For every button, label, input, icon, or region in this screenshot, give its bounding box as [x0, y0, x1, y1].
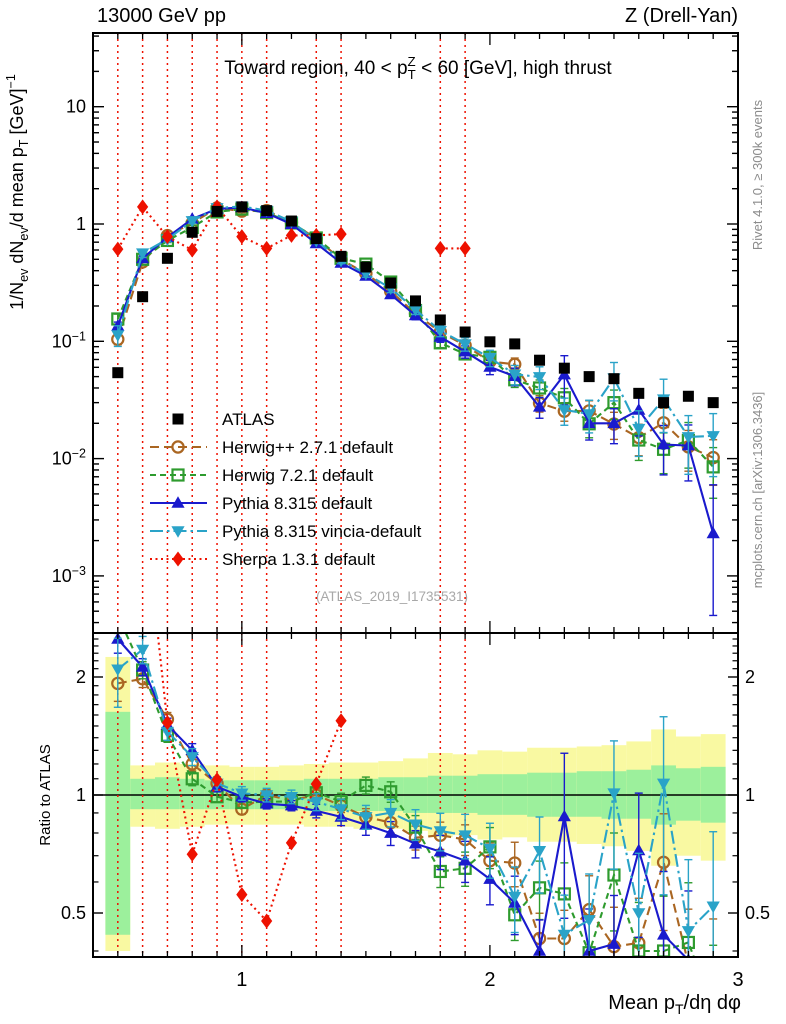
series-sherpa-1-3-1-default-marker — [460, 241, 471, 256]
series-sherpa-1-3-1-default-marker — [236, 229, 247, 244]
series-atlas-marker — [683, 391, 694, 402]
series-pythia-8-315-vincia-default-marker — [632, 908, 645, 920]
series-herwig-2-7-1-default-marker — [683, 958, 694, 969]
series-atlas-marker — [236, 201, 247, 212]
legend-item-pythia-8-315-vincia-default — [150, 522, 422, 541]
legend-item-herwig-7-2-1-default-label: Herwig 7.2.1 default — [222, 466, 374, 485]
legend-item-sherpa-1-3-1-default-marker — [172, 552, 183, 567]
series-atlas-marker — [708, 397, 719, 408]
legend-item-herwig-2-7-1-default — [150, 438, 393, 457]
ratio-panel-series — [111, 279, 720, 1024]
series-sherpa-1-3-1-default-marker — [187, 847, 198, 862]
uncertainty-band-green — [155, 777, 180, 809]
series-atlas-marker — [584, 371, 595, 382]
series-atlas-marker — [360, 261, 371, 272]
main-y-axis-label: $1/N_{ev}$ $dN_{ev}/d$ mean $p_T$ [GeV]$^{-1}$ — [4, 74, 31, 310]
series-atlas-marker — [385, 278, 396, 289]
series-sherpa-1-3-1-default — [112, 199, 713, 257]
series-sherpa-1-3-1-default-marker — [286, 228, 297, 243]
series-atlas-marker — [509, 338, 520, 349]
process-label: Z (Drell-Yan) — [625, 5, 738, 27]
panel-title: Toward region, $40 < p^Z$ T < 60 [GeV], high thrust — [224, 54, 612, 82]
series-atlas-marker — [460, 327, 471, 338]
ratio-y-tick-label-right: 1 — [745, 785, 756, 805]
series-atlas-marker — [658, 397, 669, 408]
series-sherpa-1-3-1-default-marker — [435, 241, 446, 256]
series-atlas-marker — [608, 373, 619, 384]
series-sherpa-1-3-1-default-marker — [236, 887, 247, 902]
uncertainty-band-green — [105, 712, 130, 935]
series-sherpa-1-3-1-default-marker — [261, 241, 272, 256]
series-atlas-marker — [484, 336, 495, 347]
legend-item-atlas — [173, 410, 275, 429]
legend-item-herwig-7-2-1-default — [150, 466, 373, 485]
series-sherpa-1-3-1-default-marker — [335, 227, 346, 242]
series-atlas-marker — [534, 355, 545, 366]
x-axis-tick-label: 1 — [236, 969, 248, 991]
main-panel-frame — [93, 33, 738, 633]
series-pythia-8-315-default-marker — [657, 928, 670, 940]
y-axis-tick-label: $10^{-2}$ — [51, 446, 86, 469]
rivet-version-note: Rivet 4.1.0, ≥ 300k events — [750, 99, 765, 251]
series-atlas-marker — [435, 314, 446, 325]
series-herwig-7-2-1-default — [112, 204, 718, 499]
series-pythia-8-315-default-line — [118, 207, 713, 533]
series-atlas-marker — [633, 388, 644, 399]
ratio-y-axis-label: Ratio to ATLAS — [37, 744, 54, 846]
legend-item-sherpa-1-3-1-default — [150, 550, 375, 569]
legend-item-atlas-marker — [173, 414, 184, 425]
series-sherpa-1-3-1-default-marker — [286, 835, 297, 850]
series-atlas-marker — [137, 291, 148, 302]
series-pythia-8-315-vincia-default-line — [118, 206, 713, 437]
series-pythia-8-315-vincia-default-marker — [533, 846, 546, 858]
series-atlas-marker — [261, 205, 272, 216]
generated-chart-content — [4, 33, 770, 1024]
series-atlas-marker — [311, 233, 322, 244]
main-panel-series — [111, 33, 720, 633]
x-axis-tick-label: 3 — [732, 969, 744, 991]
series-atlas-marker — [187, 227, 198, 238]
series-atlas-marker — [559, 363, 570, 374]
legend-item-pythia-8-315-vincia-default-label: Pythia 8.315 vincia-default — [222, 522, 422, 541]
series-atlas-marker — [112, 367, 123, 378]
legend-item-pythia-8-315-default — [150, 494, 373, 513]
ratio-uncertainty-bands — [105, 657, 725, 951]
ratio-y-tick-label-left: 0.5 — [60, 903, 86, 924]
series-pythia-8-315-vincia-default-marker — [136, 645, 149, 657]
series-sherpa-1-3-1-default-marker — [335, 713, 346, 728]
y-axis-tick-label: 10 — [65, 96, 86, 117]
series-herwig-7-2-1-default-line — [118, 209, 713, 467]
series-atlas-marker — [286, 216, 297, 227]
legend-item-pythia-8-315-default-label: Pythia 8.315 default — [222, 494, 373, 513]
series-atlas-marker — [336, 251, 347, 262]
uncertainty-band-green — [577, 771, 602, 817]
ratio-y-tick-label-left: 2 — [75, 666, 86, 687]
x-axis-label: Mean $p_T/d\eta$ dφ — [608, 992, 741, 1017]
series-herwig-2-7-1-default — [112, 202, 719, 485]
x-axis-tick-label: 2 — [484, 969, 496, 991]
series-pythia-8-315-vincia-default — [111, 202, 720, 477]
series-atlas-marker — [212, 206, 223, 217]
series-pythia-8-315-default-marker — [707, 527, 720, 539]
legend-item-sherpa-1-3-1-default-label: Sherpa 1.3.1 default — [222, 550, 376, 569]
y-axis-tick-label: 1 — [75, 214, 86, 234]
mcplots-arxiv-note: mcplots.cern.ch [arXiv:1306.3436] — [750, 391, 765, 589]
ratio-y-tick-label-left: 1 — [75, 785, 86, 805]
series-herwig-2-7-1-default-marker — [708, 973, 719, 984]
beam-energy-label: 13000 GeV pp — [97, 5, 226, 27]
ratio-y-tick-label-right: 0.5 — [745, 903, 771, 924]
y-axis-tick-label: $10^{-1}$ — [51, 329, 86, 352]
legend-item-herwig-2-7-1-default-label: Herwig++ 2.7.1 default — [222, 438, 394, 457]
series-atlas-marker — [162, 253, 173, 264]
series-atlas — [112, 201, 718, 408]
series-herwig-2-7-1-default-line — [118, 208, 713, 458]
legend-item-atlas-label: ATLAS — [222, 410, 275, 429]
legend — [150, 410, 422, 569]
analysis-id-watermark: (ATLAS_2019_I1735531) — [315, 589, 469, 604]
series-atlas-marker — [410, 295, 421, 306]
y-axis-tick-label: $10^{-3}$ — [51, 563, 86, 586]
ratio-y-tick-label-right: 2 — [745, 666, 756, 687]
